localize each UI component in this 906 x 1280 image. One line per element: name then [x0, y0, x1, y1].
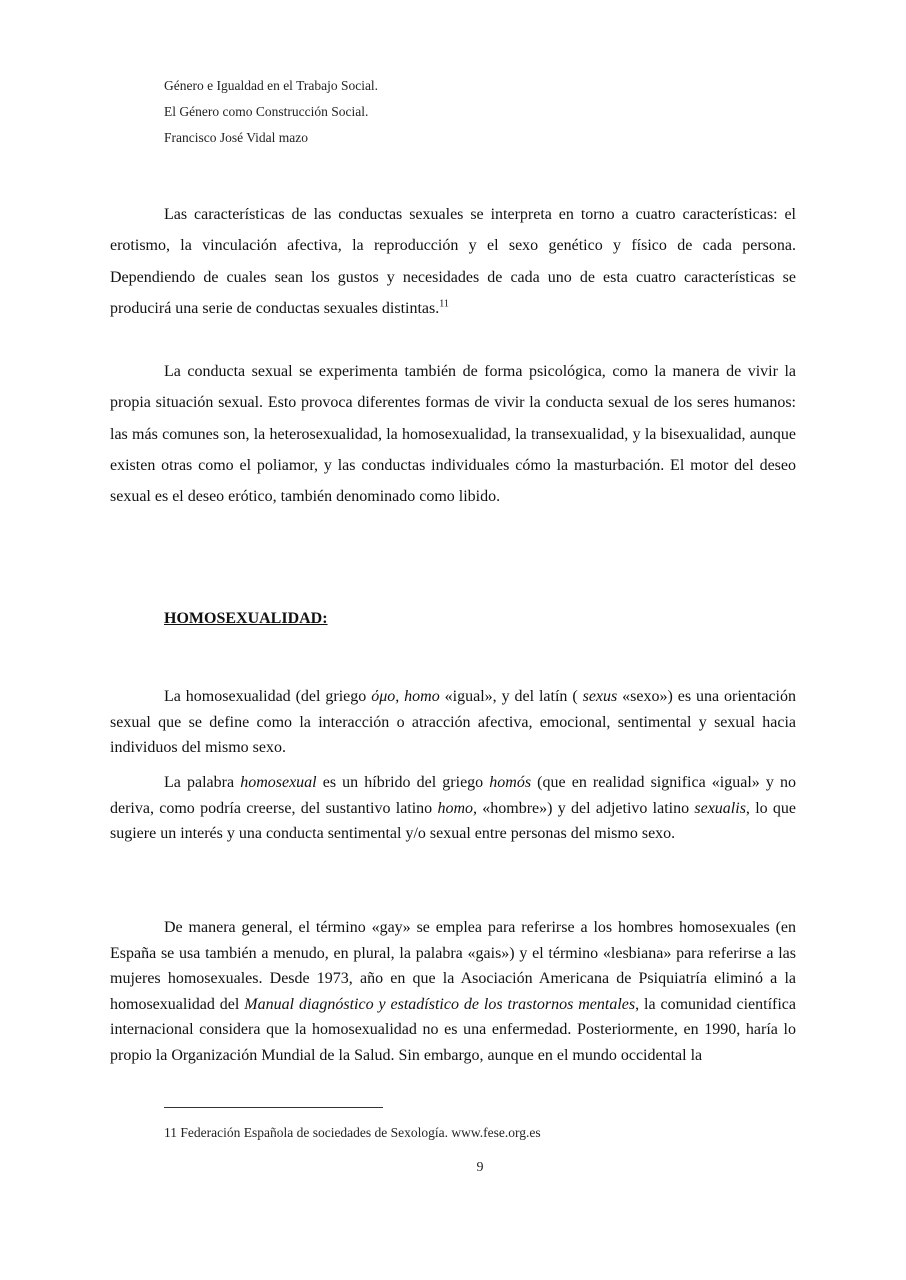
italic-greek: όμο — [371, 688, 396, 705]
text-span: «igual», y del latín ( — [439, 688, 583, 705]
section-heading: HOMOSEXUALIDAD: — [164, 610, 328, 627]
text-span: De manera general, el término «gay» se emplea para referirse a los hombres homosexuales (en España se usa también a menudo, en plural, la palabra «gais») y el término «lesbiana» para referirse a las mujeres homosexuales. Desde 1973, año en que la Asociación Americana de Psiquiatría eliminó a la homosexualidad del — [110, 919, 796, 1013]
paragraph-terminologia — [110, 915, 796, 1068]
text-span: es un híbrido del griego — [316, 774, 490, 791]
text-span: La homosexualidad (del griego — [164, 688, 372, 705]
paragraph-conductas-sexuales — [110, 199, 796, 324]
italic-term: homo — [404, 688, 440, 705]
italic-term: homosexual — [240, 774, 317, 791]
text-span: (que en realidad significa «igual» y no deriva, como podría creerse, del sustantivo latino — [110, 774, 797, 817]
footnote: 11 Federación Española de sociedades de Sexología. www.fese.org.es — [164, 1125, 541, 1140]
italic-term: sexualis — [694, 799, 746, 817]
italic-term: sexus — [582, 688, 618, 705]
text-span: «hombre») y del adjetivo latino — [477, 799, 695, 817]
text-span: La palabra — [164, 774, 241, 791]
paragraph-homosexualidad-definicion — [110, 684, 796, 761]
paragraph-etimologia — [110, 770, 796, 847]
running-header — [164, 73, 378, 151]
text-span: , lo que sugiere un interés y una conducta sentimental y/o sexual entre personas del mismo sexo. — [110, 799, 797, 842]
header-author: Francisco José Vidal mazo — [164, 130, 309, 145]
text-span: , — [395, 688, 405, 705]
footnote-separator — [164, 1107, 383, 1108]
text-span: , la comunidad científica internacional considera que la homosexualidad no es una enfermedad. Posteriormente, en 1990, haría lo propio la Organización Mundial de la Salud. Sin embargo, aunque en el mundo occidental la — [110, 995, 797, 1064]
paragraph-conducta-psicologica — [110, 356, 796, 512]
header-title: Género e Igualdad en el Trabajo Social. — [164, 78, 379, 93]
italic-term: homós — [489, 774, 532, 791]
footnote-reference[interactable]: 11 — [439, 298, 449, 310]
paragraph-text: Las características de las conductas sexuales se interpreta en torno a cuatro características: el erotismo, la vinculación afectiva, la reproducción y el sexo genético y físico de cada persona. Dependiendo de cuales sean los gustos y necesidades de cada uno de esta cuatro características se producirá una serie de conductas sexuales distintas. — [110, 206, 796, 317]
italic-term: homo, — [437, 799, 478, 817]
page-number: 9 — [476, 1160, 484, 1175]
text-span: «sexo») es una orientación sexual que se define como la interacción o atracción afectiva, emocional, sentimental y sexual hacia individuos del mismo sexo. — [110, 688, 797, 756]
paragraph-text: La conducta sexual se experimenta también de forma psicológica, como la manera de vivir la propia situación sexual. Esto provoca diferentes formas de vivir la conducta sexual de los seres humanos: las más comunes son, la heterosexualidad, la homosexualidad, la transexualidad, y la bisexualidad, aunque existen otras como el poliamor, y las conductas individuales cómo la masturbación. El motor del deseo sexual es el deseo erótico, también denominado como libido. — [110, 363, 796, 506]
header-subtitle: El Género como Construcción Social. — [164, 104, 369, 119]
italic-title: Manual diagnóstico y estadístico de los trastornos mentales — [244, 995, 636, 1013]
